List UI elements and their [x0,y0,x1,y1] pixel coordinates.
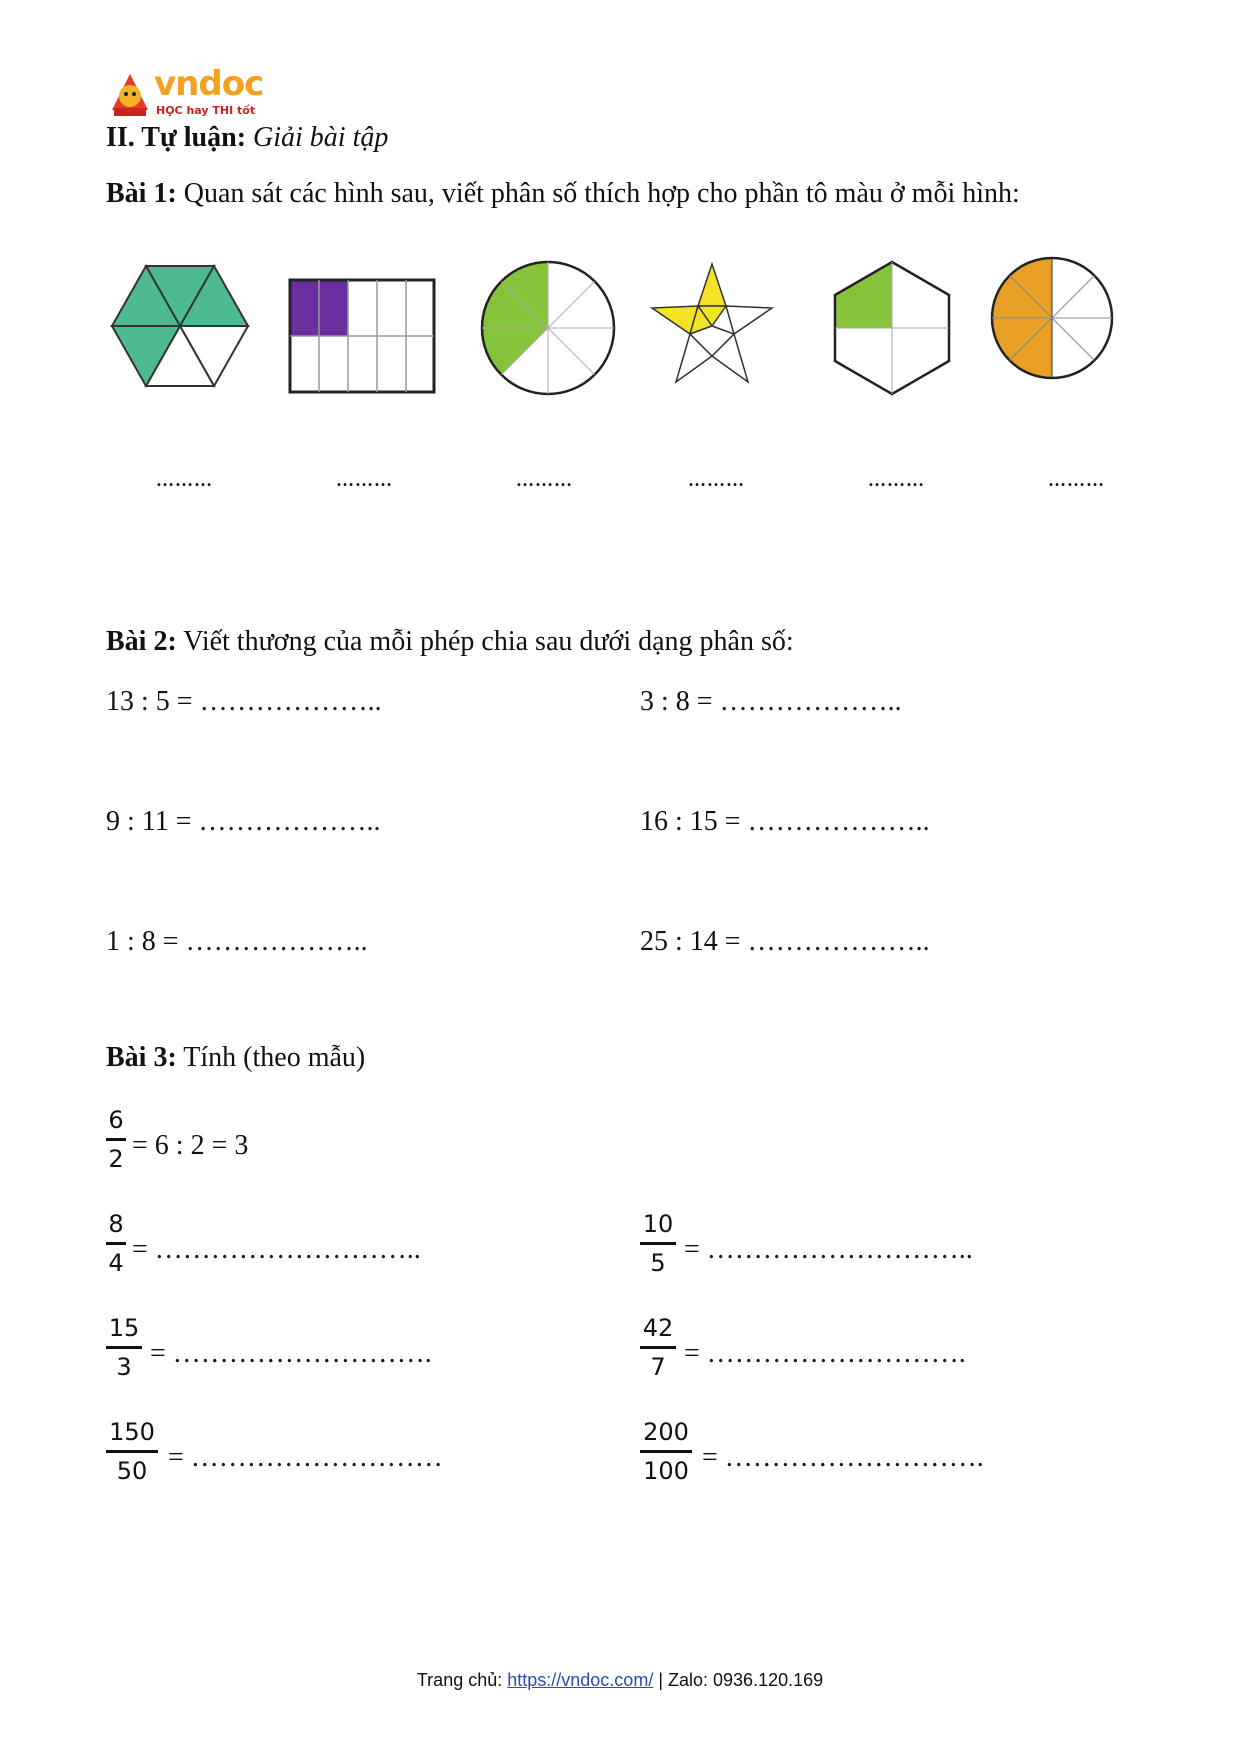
circle-orange-shape [992,258,1112,378]
denominator: 5 [650,1249,666,1277]
division-item: 3 : 8 = ……………….. [640,686,902,717]
fraction [640,1314,676,1381]
bai2-label: Bài 2: [106,626,177,657]
section-title [106,122,388,154]
section-title-italic: Giải bài tập [253,122,389,153]
page-footer [0,1670,1240,1691]
fraction [106,1210,126,1277]
fraction-answer[interactable]: = ……………………… [168,1442,443,1473]
division-item: 16 : 15 = ……………….. [640,806,930,837]
division-item: 13 : 5 = ……………….. [106,686,382,717]
division-item: 1 : 8 = ……………….. [106,926,368,957]
bai1-label: Bài 1: [106,178,177,209]
vndoc-logo [106,64,266,120]
logo-tagline: HỌC hay THI tốt [156,104,256,117]
fraction-bar [640,1450,692,1453]
fraction-answer[interactable]: = ……………………….. [684,1234,973,1265]
answer-blank[interactable]: ……… [1048,470,1105,490]
numerator: 42 [642,1314,674,1342]
fraction-bar [640,1346,676,1349]
fraction [106,1418,158,1485]
fraction-answer[interactable]: = ………………………. [684,1338,966,1369]
fraction-bar [106,1346,142,1349]
fraction [640,1210,676,1277]
answer-blank[interactable]: ……… [156,470,213,490]
numerator: 6 [108,1106,124,1134]
division-item: 25 : 14 = ……………….. [640,926,930,957]
section-title-bold: II. Tự luận: [106,122,247,153]
star-shape [652,264,772,382]
mascot-icon [106,70,154,118]
bai1-prompt [106,178,1020,210]
fraction [640,1418,692,1485]
bai1-text: Quan sát các hình sau, viết phân số thích hợp cho phần tô màu ở mỗi hình: [183,178,1020,209]
fraction-bar [106,1242,126,1245]
bai2-prompt [106,626,794,658]
logo-brand: vndoc [154,64,264,104]
circle-green-shape [482,262,614,394]
footer-prefix: Trang chủ: [416,1670,508,1690]
fraction-bar [106,1138,126,1141]
answer-blank[interactable]: ……… [868,470,925,490]
bai2-text: Viết thương của mỗi phép chia sau dưới dạng phân số: [183,626,794,657]
denominator: 50 [116,1457,148,1485]
bai3-prompt [106,1042,365,1074]
denominator: 7 [650,1353,666,1381]
numerator: 15 [108,1314,140,1342]
fraction-answer[interactable]: = ………………………. [702,1442,984,1473]
denominator: 3 [116,1353,132,1381]
numerator: 150 [109,1418,155,1446]
numerator: 10 [642,1210,674,1238]
answer-blank[interactable]: ……… [516,470,573,490]
denominator: 4 [108,1249,124,1277]
division-item: 9 : 11 = ……………….. [106,806,381,837]
fraction-answer[interactable]: = ……………………….. [132,1234,421,1265]
answer-blank[interactable]: ……… [688,470,745,490]
example-fraction [106,1106,126,1173]
fraction-bar [106,1450,158,1453]
footer-contact: | Zalo: 0936.120.169 [653,1670,824,1690]
hexagon-quarter-shape [834,262,949,394]
bai3-label: Bài 3: [106,1042,177,1073]
denominator: 2 [108,1145,124,1173]
numerator: 200 [643,1418,689,1446]
hexagon-shape [112,266,248,386]
fraction-answer[interactable]: = ………………………. [150,1338,432,1369]
bai3-text: Tính (theo mẫu) [183,1042,366,1073]
denominator: 100 [643,1457,689,1485]
fraction [106,1314,142,1381]
rectangle-grid-shape [290,280,434,392]
numerator: 8 [108,1210,124,1238]
homepage-link[interactable]: https://vndoc.com/ [507,1670,654,1690]
example-result: = 6 : 2 = 3 [132,1130,249,1161]
fraction-bar [640,1242,676,1245]
answer-blank[interactable]: ……… [336,470,393,490]
fraction-shapes [106,244,1136,414]
